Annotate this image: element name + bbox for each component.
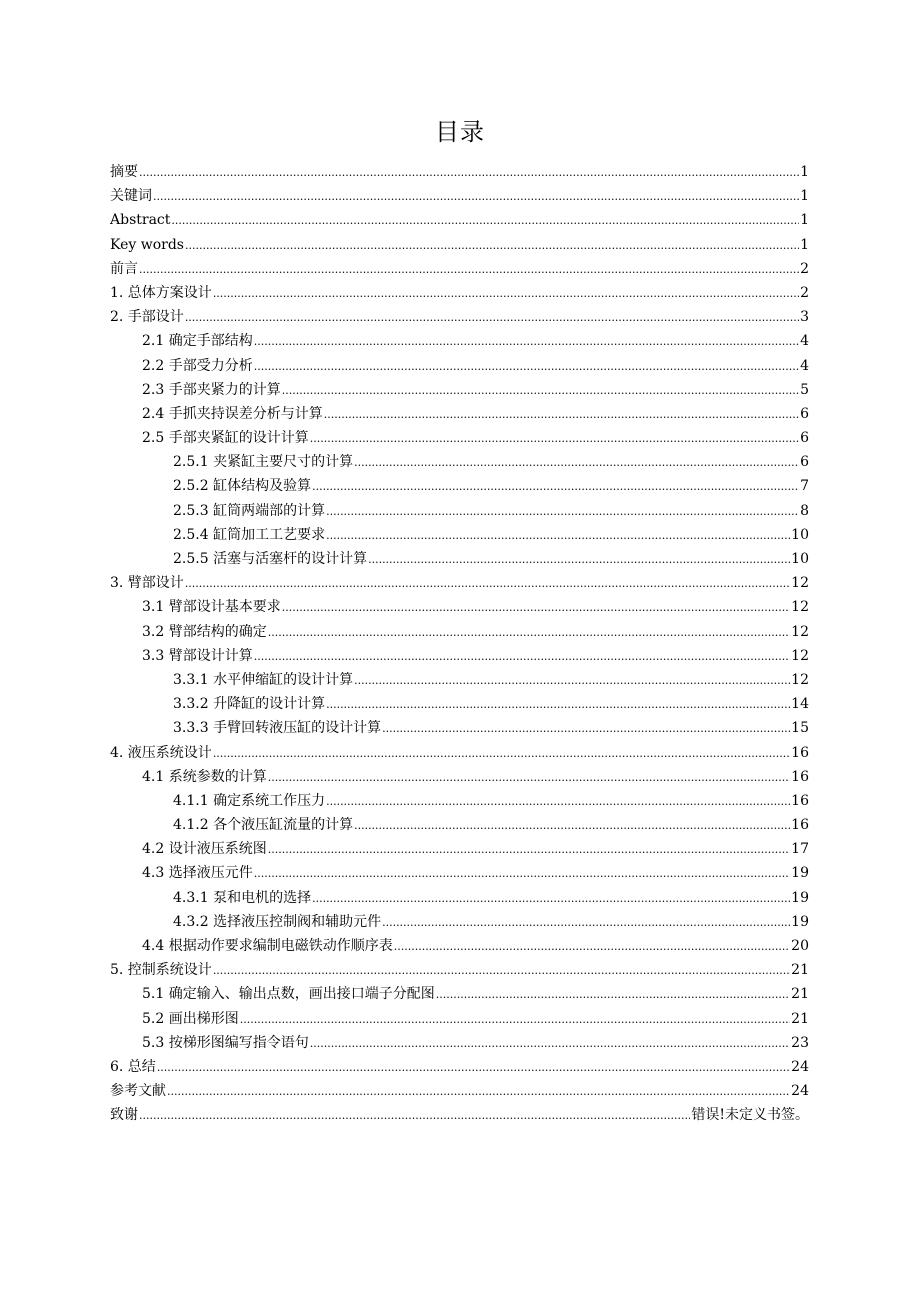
toc-entry[interactable]	[110, 1055, 809, 1079]
toc-entry-label: 前言	[110, 260, 138, 277]
toc-title: 目录	[435, 118, 485, 146]
toc-entry-label: 2.5.5 活塞与活塞杆的设计计算	[173, 551, 368, 567]
toc-entry[interactable]	[110, 329, 809, 353]
toc-entry-label: 5.3 按梯形图编写指令语句	[142, 1034, 309, 1051]
toc-entry-label: 3. 臂部设计	[110, 575, 184, 592]
toc-entry-page: 7	[800, 478, 809, 495]
toc-entry-label: 4.4 根据动作要求编制电磁铁动作顺序表	[142, 938, 393, 954]
toc-entry-page: 23	[791, 1034, 809, 1051]
toc-dot-leader	[326, 790, 790, 814]
toc-entry-page: 6	[800, 405, 809, 422]
toc-dot-leader	[310, 1032, 790, 1056]
toc-dot-leader	[139, 1104, 690, 1128]
toc-entry-page: 12	[791, 647, 809, 664]
toc-entry-label: 5. 控制系统设计	[110, 962, 212, 979]
toc-dot-leader	[185, 572, 790, 596]
toc-dot-leader	[254, 355, 799, 379]
toc-entry-label: 3.3.3 手臂回转液压缸的设计计算	[173, 720, 382, 737]
toc-dot-leader	[326, 500, 799, 524]
toc-entry[interactable]	[110, 644, 809, 668]
toc-entry-label: 4.3.1 泵和电机的选择	[173, 889, 312, 906]
toc-dot-leader	[171, 209, 799, 233]
toc-entry[interactable]	[110, 305, 809, 329]
toc-dot-leader	[157, 1056, 790, 1080]
toc-entry-page: 15	[791, 720, 809, 737]
toc-entry-label: 2. 手部设计	[110, 309, 184, 326]
toc-entry-label: 2.1 确定手部结构	[142, 333, 253, 350]
toc-dot-leader	[139, 161, 799, 185]
toc-entry[interactable]	[110, 595, 809, 619]
toc-dot-leader	[167, 1080, 790, 1104]
toc-entry-page: 6	[800, 454, 809, 471]
toc-entry-page: 17	[791, 841, 809, 858]
toc-entry-page: 2	[800, 284, 809, 301]
toc-entry-page: 21	[791, 962, 809, 979]
toc-entry-label: 4.3 选择液压元件	[142, 865, 253, 882]
toc-entry-label: 2.2 手部受力分析	[142, 357, 253, 374]
toc-dot-leader	[213, 282, 799, 306]
toc-entry[interactable]	[110, 378, 809, 402]
toc-entry-label: 3.1 臂部设计基本要求	[142, 599, 281, 616]
toc-entry[interactable]	[110, 668, 809, 692]
toc-entry-label: 4.1 系统参数的计算	[142, 768, 267, 785]
toc-entry-page: 12	[791, 623, 809, 640]
toc-entry-page: 5	[800, 381, 809, 398]
toc-entry-label: 2.5.2 缸体结构及验算	[173, 478, 312, 495]
toc-entry-label: 摘要	[110, 164, 138, 180]
toc-entry[interactable]	[110, 281, 809, 305]
toc-entry[interactable]	[110, 692, 809, 716]
toc-entry[interactable]	[110, 837, 809, 861]
toc-entry-page: 2	[800, 260, 809, 277]
toc-entry-page: 12	[791, 599, 809, 616]
toc-entry-label: 2.5 手部夹紧缸的设计计算	[142, 430, 309, 447]
toc-dot-leader	[213, 959, 790, 983]
toc-entry-page: 3	[800, 309, 809, 326]
toc-entry-page: 1	[800, 236, 809, 253]
toc-entry-label: 3.3.1 水平伸缩缸的设计计算	[173, 671, 354, 688]
toc-entry[interactable]	[110, 523, 809, 547]
toc-entry-page: 12	[791, 671, 809, 688]
toc-entry-label: 4. 液压系统设计	[110, 744, 212, 761]
toc-entry[interactable]	[110, 910, 809, 934]
toc-entry[interactable]	[110, 958, 809, 982]
toc-entry[interactable]	[110, 934, 809, 958]
toc-entry[interactable]	[110, 789, 809, 813]
toc-entry[interactable]	[110, 233, 809, 257]
toc-entry-page: 24	[791, 1083, 809, 1100]
toc-dot-leader	[268, 838, 790, 862]
toc-dot-leader	[394, 935, 790, 959]
toc-entry-page: 12	[791, 575, 809, 592]
toc-entry[interactable]	[110, 160, 809, 184]
toc-entry-page: 16	[791, 792, 809, 809]
toc-entry[interactable]	[110, 402, 809, 426]
toc-entry[interactable]	[110, 426, 809, 450]
toc-entry[interactable]	[110, 474, 809, 498]
toc-entry-page: 19	[791, 913, 809, 930]
toc-entry-label: 2.5.3 缸筒两端部的计算	[173, 502, 326, 519]
toc-entry[interactable]	[110, 1007, 809, 1031]
toc-entry-page: 1	[800, 164, 809, 180]
toc-entry-label: 2.3 手部夹紧力的计算	[142, 381, 281, 398]
toc-entry[interactable]	[110, 813, 809, 837]
toc-entry[interactable]	[110, 765, 809, 789]
toc-entry-label: 4.1.1 确定系统工作压力	[173, 792, 326, 809]
toc-dot-leader	[254, 862, 790, 886]
toc-dot-leader	[254, 330, 799, 354]
toc-dot-leader	[185, 234, 799, 258]
toc-dot-leader	[213, 742, 790, 766]
toc-dot-leader	[368, 548, 790, 572]
toc-entry-page: 1	[800, 188, 809, 205]
toc-dot-leader	[185, 306, 799, 330]
toc-entry-label: 2.5.4 缸筒加工工艺要求	[173, 526, 326, 543]
toc-entry-label: 3.2 臂部结构的确定	[142, 623, 267, 640]
toc-dot-leader	[240, 1008, 790, 1032]
toc-entry-label: 3.3 臂部设计计算	[142, 647, 253, 664]
toc-entry[interactable]	[110, 620, 809, 644]
toc-dot-leader	[282, 379, 799, 403]
toc-entry[interactable]	[110, 547, 809, 571]
toc-entry[interactable]	[110, 716, 809, 740]
toc-entry-page: 19	[791, 865, 809, 882]
toc-entry-label: 3.3.2 升降缸的设计计算	[173, 696, 326, 713]
toc-dot-leader	[268, 766, 790, 790]
toc-entry[interactable]	[110, 450, 809, 474]
toc-dot-leader	[268, 621, 790, 645]
toc-entry-label: 5.1 确定输入、输出点数，画出接口端子分配图	[142, 986, 435, 1003]
toc-dot-leader	[354, 814, 790, 838]
toc-entry-label: 2.5.1 夹紧缸主要尺寸的计算	[173, 454, 354, 471]
toc-list	[110, 160, 809, 1128]
toc-dot-leader	[139, 258, 799, 282]
toc-entry-page: 6	[800, 430, 809, 447]
toc-dot-leader	[254, 645, 790, 669]
toc-entry-label: 4.2 设计液压系统图	[142, 841, 267, 858]
toc-entry[interactable]	[110, 1031, 809, 1055]
toc-entry-page: 10	[791, 551, 809, 567]
toc-dot-leader	[312, 887, 790, 911]
toc-dot-leader	[312, 475, 799, 499]
toc-entry-label: Abstract	[110, 212, 171, 229]
toc-dot-leader	[354, 669, 790, 693]
toc-entry[interactable]	[110, 499, 809, 523]
toc-entry-page: 24	[791, 1058, 809, 1075]
toc-entry-page: 20	[791, 938, 809, 954]
toc-entry-page: 1	[800, 212, 809, 229]
toc-entry-page: 21	[791, 1010, 809, 1027]
toc-entry-page: 16	[791, 768, 809, 785]
toc-dot-leader	[354, 451, 799, 475]
toc-entry-page: 14	[791, 696, 809, 713]
toc-entry-label: 关键词	[110, 188, 152, 205]
toc-dot-leader	[326, 693, 790, 717]
toc-entry[interactable]	[110, 1079, 809, 1103]
toc-dot-leader	[326, 524, 790, 548]
toc-dot-leader	[324, 403, 799, 427]
toc-entry-label: 参考文献	[110, 1083, 166, 1100]
toc-dot-leader	[382, 911, 790, 935]
toc-dot-leader	[382, 717, 790, 741]
toc-dot-leader	[282, 596, 790, 620]
toc-entry[interactable]	[110, 886, 809, 910]
toc-entry-page: 4	[800, 357, 809, 374]
toc-entry[interactable]	[110, 257, 809, 281]
toc-entry-page: 8	[800, 502, 809, 519]
toc-entry[interactable]	[110, 1103, 809, 1127]
toc-entry-label: 6. 总结	[110, 1058, 156, 1075]
toc-entry-label: 1. 总体方案设计	[110, 284, 212, 301]
toc-entry-page: 16	[791, 817, 809, 834]
toc-dot-leader	[436, 983, 790, 1007]
toc-entry-label: 4.1.2 各个液压缸流量的计算	[173, 817, 354, 834]
toc-entry-page: 19	[791, 889, 809, 906]
toc-entry-label: 致谢	[110, 1107, 138, 1124]
toc-entry-label: 5.2 画出梯形图	[142, 1010, 239, 1027]
toc-entry[interactable]	[110, 208, 809, 232]
toc-entry[interactable]	[110, 354, 809, 378]
toc-dot-leader	[310, 427, 799, 451]
toc-entry[interactable]	[110, 571, 809, 595]
toc-entry-page: 16	[791, 744, 809, 761]
toc-dot-leader	[153, 185, 799, 209]
toc-entry-page: 21	[791, 986, 809, 1003]
toc-entry[interactable]	[110, 861, 809, 885]
toc-entry-label: Key words	[110, 236, 184, 253]
toc-entry-label: 4.3.2 选择液压控制阀和辅助元件	[173, 913, 382, 930]
toc-entry-page: 错误!未定义书签。	[691, 1107, 809, 1124]
toc-entry-page: 10	[791, 526, 809, 543]
toc-entry[interactable]	[110, 982, 809, 1006]
toc-entry-label: 2.4 手抓夹持误差分析与计算	[142, 405, 323, 422]
toc-entry[interactable]	[110, 741, 809, 765]
toc-entry[interactable]	[110, 184, 809, 208]
toc-entry-page: 4	[800, 333, 809, 350]
